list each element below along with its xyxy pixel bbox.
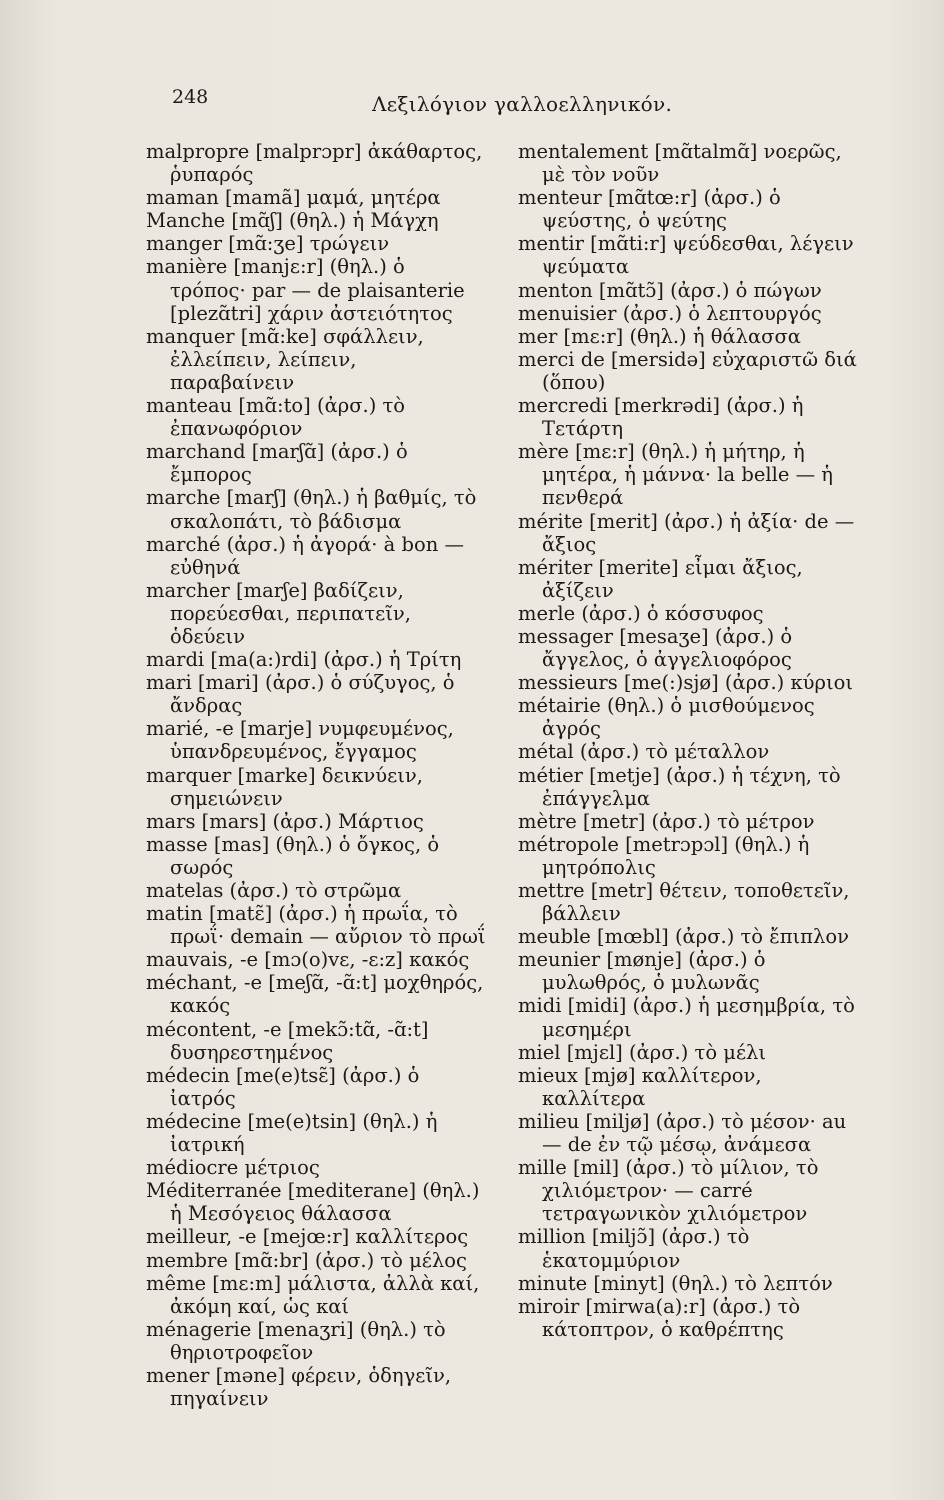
dictionary-entry: métropole [metrɔpɔl] (θηλ.) ἡ μητρόπολις bbox=[518, 832, 810, 879]
right-column bbox=[518, 140, 858, 1341]
dictionary-entry: mentir [mɑ̃ti:r] ψεύδεσθαι, λέγειν ψεύματα bbox=[518, 232, 854, 279]
dictionary-entry: messieurs [me(:)sjø] (ἀρσ.) κύριοι bbox=[518, 671, 854, 695]
page-header bbox=[172, 82, 784, 122]
dictionary-entry: meunier [mønje] (ἀρσ.) ὁ μυλωθρός, ὁ μυλωνᾶς bbox=[518, 948, 766, 995]
dictionary-entry: minute [minyt] (θηλ.) τὸ λεπτόν bbox=[518, 1271, 833, 1295]
dictionary-entry: marchand [marʃɑ̃] (ἀρσ.) ὁ ἔμπορος bbox=[146, 440, 408, 487]
dictionary-entry: mérite [merit] (ἀρσ.) ἡ ἀξία· de — ἄξιος bbox=[518, 509, 855, 556]
dictionary-entry: mère [mɛ:r] (θηλ.) ἡ μήτηρ, ἡ μητέρα, ἡ μάννα· la belle — ἡ πενθερά bbox=[518, 440, 833, 510]
dictionary-entry: mauvais, -e [mɔ(o)vɛ, -ɛ:z] κακός bbox=[146, 948, 470, 972]
dictionary-entry: métal (ἀρσ.) τὸ μέταλλον bbox=[518, 740, 770, 764]
dictionary-entry: mille [mil] (ἀρσ.) τὸ μίλιον, τὸ χιλιόμετρον· — carré τετραγωνικὸν χιλιόμετρον bbox=[518, 1156, 819, 1226]
dictionary-entry: mécontent, -e [mekɔ̃:tɑ̃, -ɑ̃:t] δυσηρεστημένος bbox=[146, 1017, 429, 1064]
dictionary-entry: mer [mɛ:r] (θηλ.) ἡ θάλασσα bbox=[518, 324, 801, 348]
dictionary-entry: manteau [mɑ̃:to] (ἀρσ.) τὸ ἐπανωφόριον bbox=[146, 394, 406, 441]
dictionary-entry: méchant, -e [meʃɑ̃, -ɑ̃:t] μοχθηρός, κακός bbox=[146, 971, 484, 1018]
dictionary-entry: merci de [mersidə] εὐχαριστῶ διά (ὅπου) bbox=[518, 347, 857, 394]
dictionary-entry: mari [mari] (ἀρσ.) ὁ σύζυγος, ὁ ἄνδρας bbox=[146, 671, 455, 718]
dictionary-entry: mardi [ma(a:)rdi] (ἀρσ.) ἡ Τρίτη bbox=[146, 648, 462, 672]
dictionary-entry: marcher [marʃe] βαδίζειν, πορεύεσθαι, περιπατεῖν, ὁδεύειν bbox=[146, 578, 411, 648]
page-number: 248 bbox=[172, 86, 209, 108]
dictionary-entry: merle (ἀρσ.) ὁ κόσσυφος bbox=[518, 601, 764, 625]
dictionary-entry: médiocre μέτριος bbox=[146, 1156, 320, 1180]
dictionary-entry: mercredi [merkrədi] (ἀρσ.) ἡ Τετάρτη bbox=[518, 394, 804, 441]
running-title: Λεξιλόγιον γαλλοελληνικόν. bbox=[372, 92, 673, 116]
dictionary-entry: ménagerie [menaʒri] (θηλ.) τὸ θηριοτροφεῖον bbox=[146, 1317, 446, 1364]
dictionary-entry: messager [mesaʒe] (ἀρσ.) ὁ ἄγγελος, ὁ ἀγγελιοφόρος bbox=[518, 624, 793, 672]
dictionary-entry: mériter [merite] εἶμαι ἄξιος, ἀξίζειν bbox=[518, 555, 803, 602]
dictionary-entry: manger [mɑ̃:ʒe] τρώγειν bbox=[146, 232, 390, 256]
dictionary-entry: matelas (ἀρσ.) τὸ στρῶμα bbox=[146, 879, 402, 902]
dictionary-entry: Manche [mɑ̃ʃ] (θηλ.) ἡ Μάγχη bbox=[146, 209, 439, 233]
dictionary-entry: million [miljɔ̃] (ἀρσ.) τὸ ἑκατομμύριον bbox=[518, 1225, 750, 1272]
dictionary-entry: marche [marʃ] (θηλ.) ἡ βαθμίς, τὸ σκαλοπάτι, τὸ βάδισμα bbox=[146, 486, 477, 533]
dictionary-entry: mener [məne] φέρειν, ὁδηγεῖν, πηγαίνειν bbox=[146, 1363, 452, 1411]
dictionary-entry: masse [mas] (θηλ.) ὁ ὄγκος, ὁ σωρός bbox=[146, 832, 440, 879]
dictionary-entry: marché (ἀρσ.) ἡ ἀγορά· à bon — εὐθηνά bbox=[146, 532, 464, 579]
dictionary-entry: métier [metje] (ἀρσ.) ἡ τέχνη, τὸ ἐπάγγελμα bbox=[518, 763, 841, 810]
dictionary-entry: malpropre [malprɔpr] ἀκάθαρτος, ῥυπαρός bbox=[146, 140, 483, 187]
dictionary-entry: manière [manjɛ:r] (θηλ.) ὁ τρόπος· par — de plaisanterie [plezɑ̃tri] χάριν ἀστειότητος bbox=[146, 255, 465, 325]
dictionary-entry: meilleur, -e [mejœ:r] καλλίτερος bbox=[146, 1225, 469, 1249]
dictionary-entry: marié, -e [marje] νυμφευμένος, ὑπανδρευμένος, ἔγγαμος bbox=[146, 717, 454, 764]
dictionary-entry: menton [mɑ̃tɔ̃] (ἀρσ.) ὁ πώγων bbox=[518, 278, 822, 302]
dictionary-entry: Méditerranée [mediterane] (θηλ.) ἡ Μεσόγειος θάλασσα bbox=[146, 1179, 480, 1226]
dictionary-entry: métairie (θηλ.) ὁ μισθούμενος ἀγρός bbox=[518, 694, 815, 741]
dictionary-entry: matin [matɛ̃] (ἀρσ.) ἡ πρωΐα, τὸ πρωΐ· demain — αὔριον τὸ πρωΐ bbox=[146, 902, 486, 949]
dictionary-entry: maman [mamã] μαμά, μητέρα bbox=[146, 186, 441, 210]
dictionary-entry: miroir [mirwa(a):r] (ἀρσ.) τὸ κάτοπτρον, ὁ καθρέπτης bbox=[518, 1294, 801, 1341]
dictionary-entry: mentalement [mɑ̃talmɑ̃] νοερῶς, μὲ τὸν νοῦν bbox=[518, 140, 842, 187]
dictionary-entry: menuisier (ἀρσ.) ὁ λεπτουργός bbox=[518, 301, 822, 325]
dictionary-entry: milieu [miljø] (ἀρσ.) τὸ μέσον· au — de ἐν τῷ μέσῳ, ἀνάμεσα bbox=[518, 1109, 847, 1157]
dictionary-entry: même [mɛ:m] μάλιστα, ἀλλὰ καί, ἀκόμη καί, ὡς καί bbox=[146, 1271, 480, 1318]
dictionary-entry: marquer [marke] δεικνύειν, σημειώνειν bbox=[146, 763, 423, 810]
dictionary-entry: miel [mjɛl] (ἀρσ.) τὸ μέλι bbox=[518, 1040, 767, 1064]
dictionary-entry: manquer [mɑ̃:ke] σφάλλειν, ἐλλείπειν, λείπειν, παραβαίνειν bbox=[146, 324, 424, 394]
dictionary-entry: mettre [metr] θέτειν, τοποθετεῖν, βάλλειν bbox=[518, 879, 850, 926]
dictionary-entry: membre [mɑ̃:br] (ἀρσ.) τὸ μέλος bbox=[146, 1248, 467, 1272]
dictionary-entry: mieux [mjø] καλλίτερον, καλλίτερα bbox=[518, 1063, 762, 1110]
dictionary-entry: médecine [me(e)tsin] (θηλ.) ἡ ἰατρική bbox=[146, 1109, 438, 1157]
left-column bbox=[146, 140, 486, 1410]
dictionary-entry: médecin [me(e)tsɛ̃] (ἀρσ.) ὁ ἰατρός bbox=[146, 1063, 420, 1110]
dictionary-entry: menteur [mɑ̃tœ:r] (ἀρσ.) ὁ ψεύστης, ὁ ψεύτης bbox=[518, 186, 781, 233]
dictionary-entry: midi [midi] (ἀρσ.) ἡ μεσημβρία, τὸ μεσημέρι bbox=[518, 994, 855, 1041]
dictionary-entry: mètre [metr] (ἀρσ.) τὸ μέτρον bbox=[518, 809, 815, 833]
dictionary-columns bbox=[146, 140, 866, 1440]
dictionary-entry: meuble [mœbl] (ἀρσ.) τὸ ἔπιπλον bbox=[518, 925, 849, 949]
dictionary-entry: mars [mars] (ἀρσ.) Μάρτιος bbox=[146, 809, 424, 833]
